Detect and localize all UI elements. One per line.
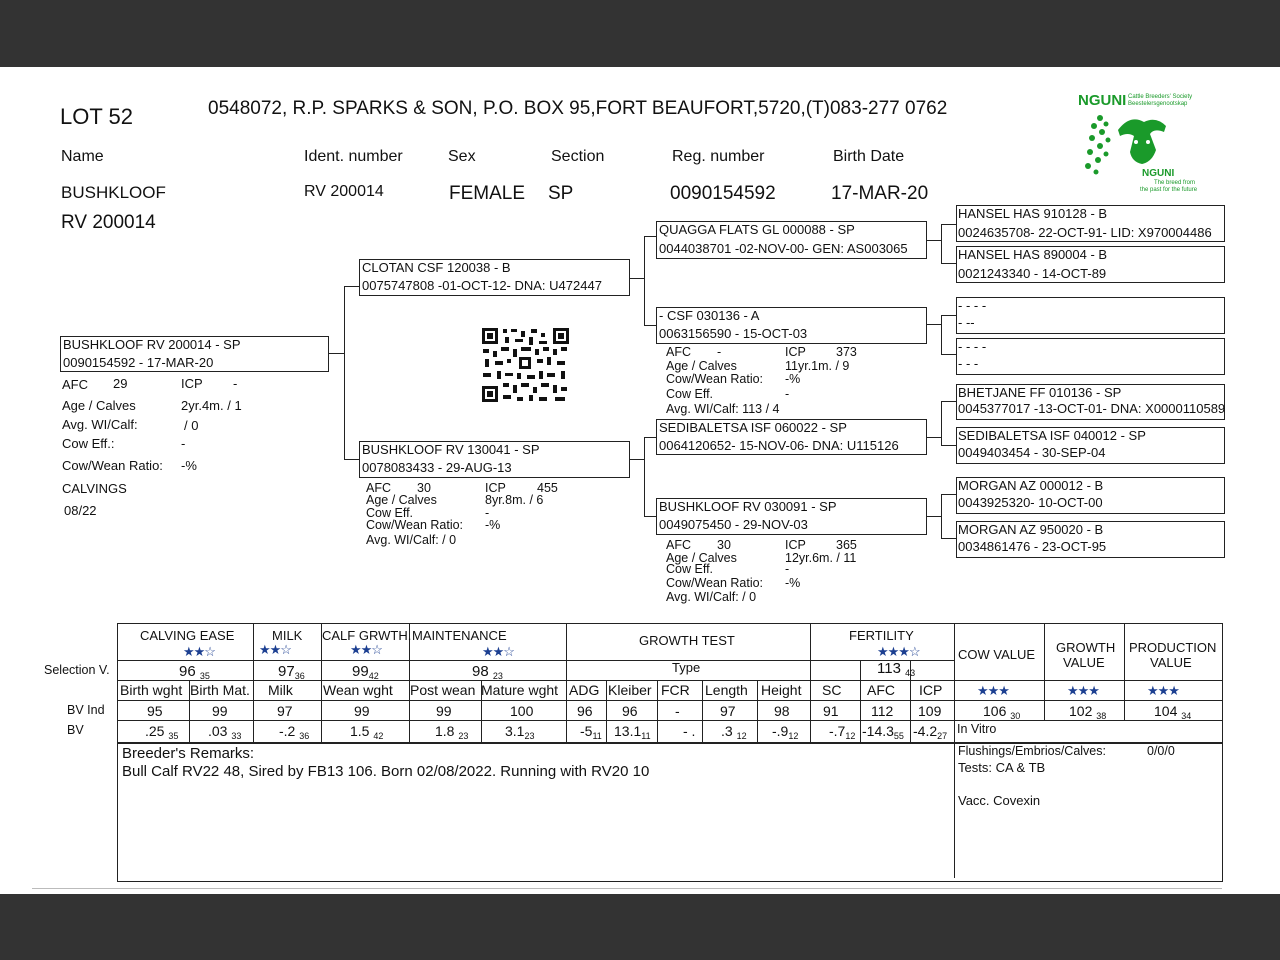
logo-title: NGUNI [1078,92,1127,109]
flushings-value: 0/0/0 [1147,744,1175,758]
dam-age-label: Age / Calves [366,493,437,507]
footer-rule [32,888,1222,889]
reg-number: 0090154592 [670,183,776,204]
logo-society: Cattle Breeders' Society [1128,94,1193,100]
calvings-label: CALVINGS [62,481,127,496]
bvind-birth-wght: 95 [147,703,163,719]
ggp-3-line2: - -- [958,315,975,330]
bv-birth-wght [145,723,178,739]
ggp-4-line2: - - - [958,356,979,371]
nguni-logo [1078,92,1213,196]
col-sc: SC [822,682,842,698]
gp-sd-line1: - CSF 030136 - A [659,308,760,323]
logo-bottom-name: NGUNI [1142,168,1175,179]
group-growth-value-1: GROWTH [1056,640,1116,655]
col-icp: ICP [919,682,943,698]
bv-value: -.9 [772,723,789,739]
ratio-value: -% [181,458,197,473]
gp-ss-line1: QUAGGA FLATS GL 000088 - SP [659,222,855,237]
bvind-afc: 112 [871,703,894,719]
bv-length [721,723,747,739]
sire-box [359,259,630,296]
reg-label: Reg. number [672,148,765,165]
dam-line1: BUSHKLOOF RV 130041 - SP [362,442,540,457]
gp-sd-afc-value: - [717,345,722,359]
bv-acc: 23 [458,731,469,741]
bv-acc: 27 [937,731,948,741]
col-length: Length [705,682,748,698]
col-height: Height [761,682,802,698]
afc-value: 29 [113,376,128,391]
bv-fcr [683,723,695,739]
dam-icp-label: ICP [485,481,506,495]
grandsire-maternal-box [656,419,927,455]
maintenance-star-rating: ★★☆ [482,644,514,659]
gp-dd-age-value: 12yr.6m. / 11 [785,551,857,565]
lot-number: LOT 52 [60,104,133,129]
col-birth-wght: Birth wght [120,682,183,698]
ggp-box [956,477,1225,514]
ggp-5-line1: BHETJANE FF 010136 - SP [958,385,1122,400]
gp-dd-icp-value: 365 [836,538,857,552]
sel-maint-acc: 23 [492,671,503,681]
dam-line2: 0078083433 - 29-AUG-13 [362,460,512,475]
ratio-label: Cow/Wean Ratio: [62,458,163,473]
gp-dd-ratio-label: Cow/Wean Ratio: [666,576,764,590]
bottom-frame [0,894,1280,960]
bv-acc: 33 [231,731,242,741]
bv-height [772,723,798,739]
growth-value [1069,703,1106,719]
gp-dd-line1: BUSHKLOOF RV 030091 - SP [659,499,837,514]
avg-label: Avg. WI/Calf: [62,417,138,432]
flushings-label: Flushings/Embrios/Calves: [958,744,1106,758]
bv-kleiber [614,723,651,739]
bvind-length: 97 [720,703,736,719]
sel-calf-acc: 42 [368,671,379,681]
ident-label: Ident. number [304,148,403,165]
ggp-1-line2: 0024635708- 22-OCT-91- LID: X970004486 [958,225,1212,240]
bv-acc: 23 [524,731,535,741]
ggp-2-line1: HANSEL HAS 890004 - B [958,247,1108,262]
bvind-height: 98 [774,703,790,719]
group-production-value-2: VALUE [1150,655,1192,670]
ggp-7-line1: MORGAN AZ 000012 - B [958,478,1104,493]
bv-acc: 12 [845,731,856,741]
section-label: Section [551,148,605,165]
bv-wean-wght [350,723,383,739]
bv-adg [580,723,602,739]
gp-sd-afc-label: AFC [666,345,691,359]
name-label: Name [61,148,104,165]
bvind-milk: 97 [277,703,293,719]
group-cow-value: COW VALUE [958,647,1036,662]
ggp-4-line1: - - - - [958,339,987,354]
ggp-6-line1: SEDIBALETSA ISF 040012 - SP [958,428,1146,443]
ggp-3-line1: - - - - [958,298,987,313]
gp-dd-cow-value: - [785,562,790,576]
ggp-8-line1: MORGAN AZ 950020 - B [958,522,1104,537]
dam-cow-value: - [485,506,490,520]
group-growth-test: GROWTH TEST [639,633,735,648]
production-value [1154,703,1191,719]
sel-milk [278,663,305,680]
ggp-6-line2: 0049403454 - 30-SEP-04 [958,445,1106,460]
gp-sd-avg-label: Avg. WI/Calf: 113 / 4 [666,402,780,416]
gp-sd-line2: 0063156590 - 15-OCT-03 [659,326,808,341]
bv-value: -.2 [279,723,296,739]
cow-eff-value: - [181,436,186,451]
cow-eff-label: Cow Eff.: [62,436,115,451]
group-maintenance: MAINTENANCE [412,628,507,643]
row-label-bv-ind: BV Ind [67,703,105,717]
bv-acc: 12 [736,731,747,741]
bvind-mature-wght: 100 [510,703,534,719]
grandsire-paternal-box [656,221,927,259]
calving-star-rating: ★★☆ [183,644,215,659]
gp-sd-ratio-value: -% [785,372,801,386]
sel-calving-acc: 35 [199,671,210,681]
icp-label: ICP [181,376,203,391]
growth-value-star-rating: ★★★ [1067,683,1099,698]
sel-fert [877,660,915,677]
gp-dd-avg-label: Avg. WI/Calf: / 0 [666,590,757,604]
vaccination-note: Vacc. Covexin [958,793,1041,808]
gp-ds-line2: 0064120652- 15-NOV-06- DNA: U115126 [659,438,899,453]
calvings-value: 08/22 [64,503,97,518]
gp-dd-ratio-value: -% [785,576,801,590]
sel-calf-value: 99 [352,663,369,680]
ggp-box [956,384,1225,420]
bvind-fcr: - [675,703,680,719]
bvind-adg: 96 [577,703,593,719]
logo-society-af: Beestelersgenootskap [1128,101,1188,107]
bv-birth-mat [208,723,241,739]
ggp-5-line2: 0045377017 -13-OCT-01- DNA: X0000110589 [958,401,1226,416]
gp-sd-icp-label: ICP [785,345,806,359]
section-value: SP [548,183,574,204]
bv-acc: 36 [299,731,310,741]
sel-calving [179,663,210,680]
remarks-text: Bull Calf RV22 48, Sired by FB13 106. Born 02/08/2022. Running with RV20 10 [122,763,650,780]
bv-value: -4.2 [913,723,938,739]
sel-maint-value: 98 [472,663,489,680]
ident-number: RV 200014 [304,183,384,200]
bv-acc: 35 [168,731,179,741]
remarks-label: Breeder's Remarks: [122,745,255,762]
bv-afc [862,723,904,739]
milk-star-rating: ★★☆ [259,642,291,657]
icp-value: - [233,376,238,391]
col-birth-mat: Birth Mat. [190,682,250,698]
sex-label: Sex [448,148,476,165]
gp-dd-icp-label: ICP [785,538,806,552]
production-value-star-rating: ★★★ [1147,683,1179,698]
cow-value-star-rating: ★★★ [977,683,1009,698]
bvind-icp: 109 [918,703,942,719]
bv-value: -.7 [829,723,846,739]
tests-note: Tests: CA & TB [958,760,1046,775]
qr-code-icon [481,327,570,403]
bv-mature-wght [505,723,534,739]
age-value: 2yr.4m. / 1 [181,398,242,413]
dam-afc-label: AFC [366,481,391,495]
gp-sd-age-label: Age / Calves [666,359,737,373]
bv-value: 1.5 [350,723,370,739]
bvind-birth-mat: 99 [212,703,228,719]
sel-calving-value: 96 [179,663,196,680]
group-fertility: FERTILITY [849,628,914,643]
gp-sd-cow-label: Cow Eff. [666,387,714,401]
col-adg: ADG [569,682,600,698]
col-afc: AFC [867,682,895,698]
bv-value: .3 [721,723,733,739]
row-label-selection: Selection V. [44,663,110,677]
col-milk: Milk [268,682,293,698]
bv-value: .03 [208,723,228,739]
dam-box [359,441,630,478]
fertility-star-rating: ★★★☆ [877,644,920,659]
sel-calf [352,663,379,680]
bv-value: 13.1 [614,723,642,739]
group-production-value-1: PRODUCTION [1129,640,1217,655]
group-milk: MILK [272,628,303,643]
avg-value: / 0 [184,418,199,433]
bv-value: -14.3 [862,723,894,739]
logo-tagline-2: the past for the future [1140,187,1198,193]
sex-value: FEMALE [449,183,526,204]
col-kleiber: Kleiber [608,682,652,698]
bv-icp [913,723,947,739]
bv-milk [279,723,309,739]
afc-label: AFC [62,377,88,392]
bvind-post-wean: 99 [436,703,452,719]
bv-acc: 12 [788,731,799,741]
bv-value: .25 [145,723,165,739]
animal-id-line: RV 200014 [61,212,156,233]
bv-post-wean [435,723,468,739]
col-mature-wght: Mature wght [481,682,559,698]
ggp-box [956,338,1225,375]
ggp-2-line2: 0021243340 - 14-OCT-89 [958,266,1107,281]
bv-acc: 11 [592,731,602,741]
gp-dd-line2: 0049075450 - 29-NOV-03 [659,517,808,532]
ggp-box [956,246,1225,283]
sel-milk-acc: 36 [294,671,305,681]
sel-milk-value: 97 [278,663,295,680]
calf-star-rating: ★★☆ [350,642,382,657]
ggp-box [956,521,1225,558]
bvind-sc: 91 [823,703,839,719]
dam-ratio-value: -% [485,518,501,532]
bv-acc: 11 [641,731,651,741]
gp-ss-line2: 0044038701 -02-NOV-00- GEN: AS003065 [659,241,908,256]
birth-label: Birth Date [833,148,905,165]
bv-value: 3.1 [505,723,525,739]
cow-value-number: 106 [983,703,1007,719]
type-label: Type [672,660,701,675]
birth-date: 17-MAR-20 [831,183,929,204]
group-growth-value-2: VALUE [1063,655,1105,670]
age-label: Age / Calves [62,398,136,413]
sel-fert-value: 113 [877,660,901,677]
gp-sd-ratio-label: Cow/Wean Ratio: [666,372,764,386]
gp-dd-cow-label: Cow Eff. [666,562,714,576]
granddam-maternal-box [656,498,927,535]
animal-box-line2: 0090154592 - 17-MAR-20 [63,355,214,370]
in-vitro-label: In Vitro [957,722,997,736]
animal-name: BUSHKLOOF [61,183,166,202]
row-label-bv: BV [67,723,84,737]
bv-sc [829,723,855,739]
dam-afc-value: 30 [417,481,431,495]
ggp-box [956,205,1225,242]
growth-value-acc: 38 [1096,711,1107,721]
sire-line1: CLOTAN CSF 120038 - B [362,260,511,275]
gp-dd-afc-label: AFC [666,538,691,552]
ggp-1-line1: HANSEL HAS 910128 - B [958,206,1108,221]
owner-line: 0548072, R.P. SPARKS & SON, P.O. BOX 95,FORT BEAUFORT,5720,(T)083-277 0762 [208,98,948,119]
logo-tagline-1: The breed from [1154,180,1196,186]
ggp-box [956,427,1225,464]
sel-maint [472,663,503,680]
gp-sd-age-value: 11yr.1m. / 9 [785,359,850,373]
cow-value [983,703,1020,719]
ggp-8-line2: 0034861476 - 23-OCT-95 [958,539,1107,554]
gp-dd-afc-value: 30 [717,538,731,552]
gp-dd-age-label: Age / Calves [666,551,737,565]
dam-icp-value: 455 [537,481,558,495]
growth-value-number: 102 [1069,703,1093,719]
ggp-box [956,297,1225,334]
cow-value-acc: 30 [1010,711,1021,721]
animal-box-line1: BUSHKLOOF RV 200014 - SP [63,337,241,352]
col-post-wean: Post wean [410,682,476,698]
production-value-acc: 34 [1181,711,1192,721]
bv-acc: 42 [373,731,384,741]
gp-sd-icp-value: 373 [836,345,857,359]
ggp-7-line2: 0043925320- 10-OCT-00 [958,495,1103,510]
sire-line2: 0075747808 -01-OCT-12- DNA: U472447 [362,278,602,293]
dam-ratio-label: Cow/Wean Ratio: [366,518,464,532]
bv-value: - . [683,723,696,739]
dam-cow-label: Cow Eff. [366,506,414,520]
bvind-kleiber: 96 [622,703,638,719]
sel-fert-acc: 43 [905,668,916,678]
granddam-paternal-box [656,307,927,344]
col-wean-wght: Wean wght [323,682,393,698]
gp-ds-line1: SEDIBALETSA ISF 060022 - SP [659,420,847,435]
dam-age-value: 8yr.8m. / 6 [485,493,544,507]
animal-pedigree-box [60,336,329,372]
group-calf-growth: CALF GRWTH. [322,628,412,643]
gp-sd-cow-value: - [785,387,790,401]
production-value-number: 104 [1154,703,1178,719]
bvind-wean-wght: 99 [354,703,370,719]
bv-acc: 55 [893,731,904,741]
bv-value: 1.8 [435,723,455,739]
col-fcr: FCR [661,682,690,698]
group-calving-ease: CALVING EASE [140,628,235,643]
dam-avg-label: Avg. WI/Calf: / 0 [366,533,457,547]
bv-value: -5 [580,723,593,739]
